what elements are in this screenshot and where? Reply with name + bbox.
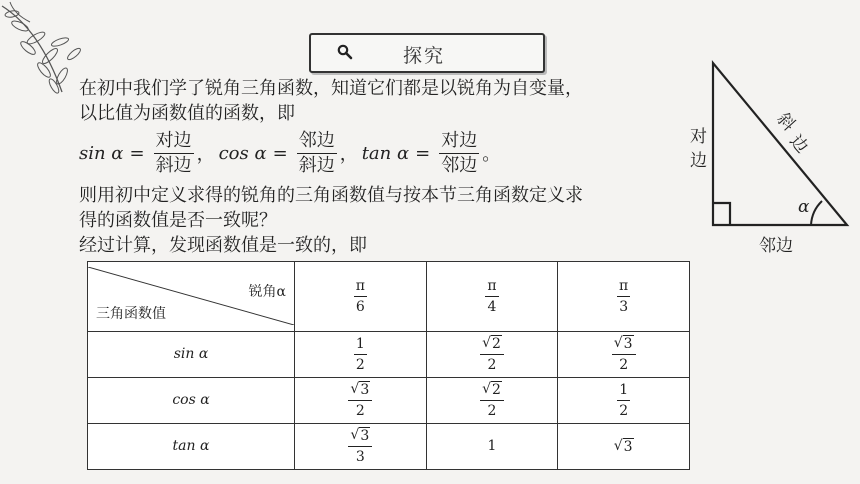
- tan-denominator: 邻边: [441, 154, 478, 176]
- sin-pi-6-value: $\frac{1}{2}$: [295, 331, 427, 377]
- question-line-2: 得的函数值是否一致呢？: [79, 210, 277, 231]
- sin-pi-3-value: √ 3 2: [558, 331, 690, 377]
- tan-label: tan α: [361, 142, 410, 164]
- trig-values-table: [87, 261, 690, 470]
- tan-fraction: [439, 130, 479, 177]
- angle-pi-6: $\frac{\pi}{6}$: [295, 262, 427, 332]
- equals-sign: =: [129, 142, 145, 164]
- opposite-label-1: 对: [690, 127, 707, 147]
- opposite-label-2: 边: [690, 151, 707, 171]
- cos-label: cos α: [218, 142, 267, 164]
- sin-fraction: [154, 130, 194, 177]
- separator: ，: [196, 144, 215, 165]
- table-row: [88, 423, 690, 469]
- equals-sign: =: [415, 142, 431, 164]
- cos-pi-6-value: √ 3 2: [295, 377, 427, 423]
- header-angle-label: 锐角α: [248, 284, 286, 301]
- table-header-row: [88, 262, 690, 332]
- sin-pi-4-value: √ 2 2: [426, 331, 558, 377]
- header-function-label: 三角函数值: [96, 306, 166, 323]
- row-label-tan: tan α: [88, 423, 295, 469]
- separator: 。: [482, 144, 501, 165]
- cos-fraction: [297, 130, 337, 177]
- intro-line-2: 以比值为函数值的函数，即: [79, 103, 295, 124]
- intro-line-1: 在初中我们学了锐角三角函数，知道它们都是以锐角为自变量，: [79, 78, 583, 99]
- table-row: [88, 377, 690, 423]
- angle-alpha-label: α: [798, 197, 810, 217]
- right-triangle-diagram: [683, 55, 858, 235]
- header-diagonal-cell: [88, 262, 295, 332]
- cos-numerator: 邻边: [297, 130, 337, 154]
- row-label-sin: sin α: [88, 331, 295, 377]
- equals-sign: =: [272, 142, 288, 164]
- tan-numerator: 对边: [439, 130, 479, 154]
- question-line-1: 则用初中定义求得的锐角的三角函数值与按本节三角函数定义求: [79, 185, 583, 206]
- sin-denominator: 斜边: [155, 154, 192, 176]
- tan-pi-6-value: √ 3 3: [295, 423, 427, 469]
- cos-pi-4-value: √ 2 2: [426, 377, 558, 423]
- table-row: [88, 331, 690, 377]
- cos-pi-3-value: $\frac{1}{2}$: [558, 377, 690, 423]
- sin-numerator: 对边: [154, 130, 194, 154]
- angle-pi-4: $\frac{\pi}{4}$: [426, 262, 558, 332]
- page-title: 探究: [403, 45, 446, 67]
- angle-pi-3: $\frac{\pi}{3}$: [558, 262, 690, 332]
- tan-pi-4-value: 1: [426, 423, 558, 469]
- hypotenuse-label-1: 斜: [772, 109, 799, 136]
- definition-formula: [79, 128, 500, 178]
- conclusion-text: 经过计算，发现函数值是一致的，即: [79, 235, 367, 256]
- row-label-cos: cos α: [88, 377, 295, 423]
- sin-label: sin α: [79, 142, 124, 164]
- search-icon: [337, 44, 353, 60]
- title-box: [309, 33, 545, 73]
- tan-pi-3-value: √ 3: [558, 423, 690, 469]
- cos-denominator: 斜边: [298, 154, 335, 176]
- hypotenuse-label-2: 边: [785, 131, 812, 158]
- adjacent-label: 邻边: [759, 236, 793, 256]
- separator: ，: [339, 144, 358, 165]
